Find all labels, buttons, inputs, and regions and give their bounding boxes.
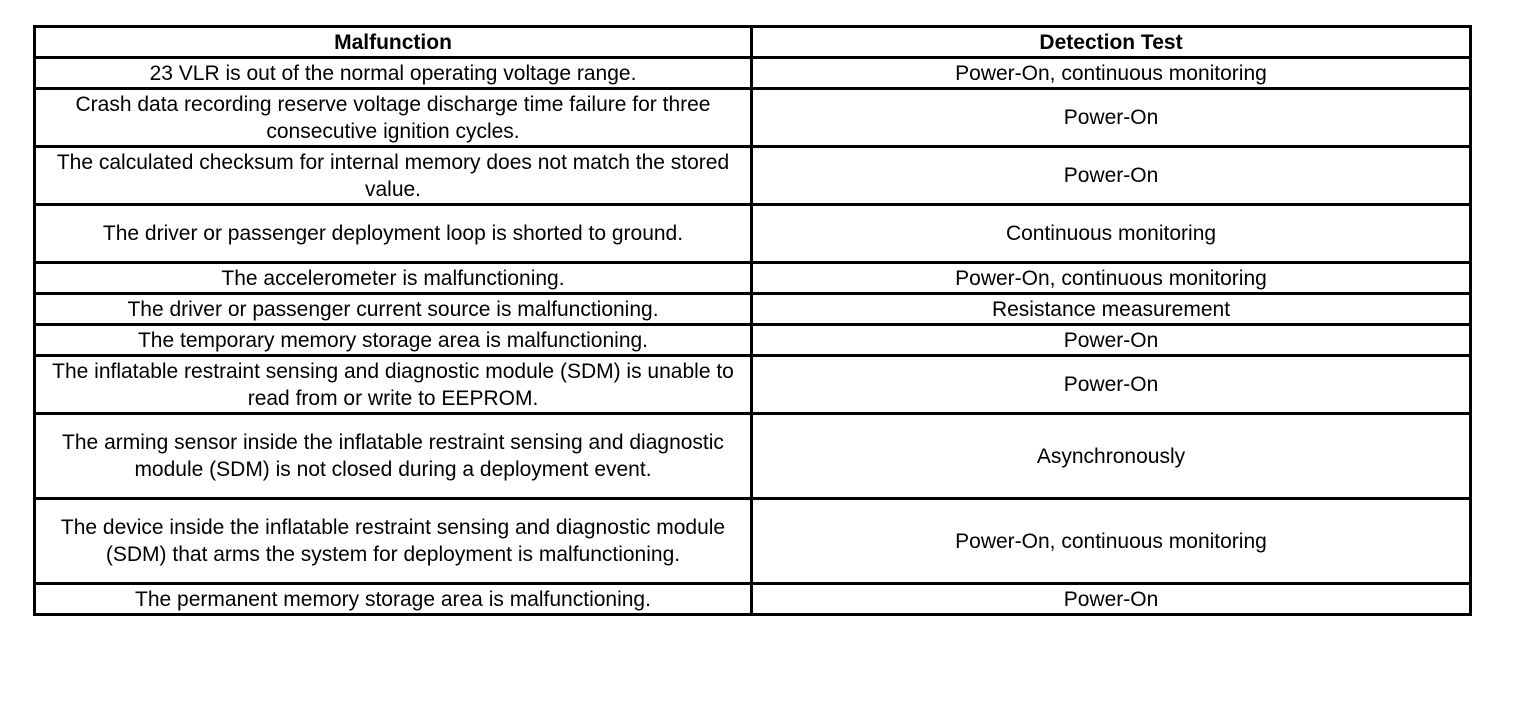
- table-row: [35, 147, 1471, 205]
- malfunction-cell: The driver or passenger deployment loop is shorted to ground.: [35, 205, 752, 263]
- malfunction-cell: The temporary memory storage area is malfunctioning.: [35, 325, 752, 356]
- table-row: [35, 89, 1471, 147]
- malfunction-cell: The inflatable restraint sensing and diagnostic module (SDM) is unable to read from or write to EEPROM.: [35, 356, 752, 414]
- table-row: [35, 205, 1471, 263]
- detection-test-cell: Power-On: [752, 584, 1471, 615]
- table-row: [35, 499, 1471, 584]
- malfunction-detection-table: [33, 25, 1472, 616]
- table-row: [35, 325, 1471, 356]
- malfunction-cell: The device inside the inflatable restraint sensing and diagnostic module (SDM) that arms the system for deployment is malfunctioning.: [35, 499, 752, 584]
- table-row: [35, 263, 1471, 294]
- detection-test-cell: Power-On: [752, 147, 1471, 205]
- detection-test-cell: Resistance measurement: [752, 294, 1471, 325]
- detection-test-cell: Power-On, continuous monitoring: [752, 58, 1471, 89]
- malfunction-cell: 23 VLR is out of the normal operating voltage range.: [35, 58, 752, 89]
- table-body: [35, 58, 1471, 615]
- table-row: [35, 356, 1471, 414]
- detection-test-cell: Power-On: [752, 89, 1471, 147]
- table-row: [35, 294, 1471, 325]
- malfunction-cell: Crash data recording reserve voltage discharge time failure for three consecutive ignition cycles.: [35, 89, 752, 147]
- header-detection-test: Detection Test: [752, 27, 1471, 58]
- table-header: [35, 27, 1471, 58]
- table-row: [35, 414, 1471, 499]
- detection-test-cell: Power-On: [752, 325, 1471, 356]
- detection-test-cell: Continuous monitoring: [752, 205, 1471, 263]
- header-row: [35, 27, 1471, 58]
- malfunction-cell: The driver or passenger current source is malfunctioning.: [35, 294, 752, 325]
- malfunction-cell: The arming sensor inside the inflatable restraint sensing and diagnostic module (SDM) is not closed during a deployment event.: [35, 414, 752, 499]
- detection-test-cell: Power-On, continuous monitoring: [752, 499, 1471, 584]
- detection-test-cell: Power-On, continuous monitoring: [752, 263, 1471, 294]
- malfunction-cell: The calculated checksum for internal memory does not match the stored value.: [35, 147, 752, 205]
- table-row: [35, 58, 1471, 89]
- malfunction-cell: The accelerometer is malfunctioning.: [35, 263, 752, 294]
- header-malfunction: Malfunction: [35, 27, 752, 58]
- detection-test-cell: Asynchronously: [752, 414, 1471, 499]
- malfunction-cell: The permanent memory storage area is malfunctioning.: [35, 584, 752, 615]
- table-row: [35, 584, 1471, 615]
- detection-test-cell: Power-On: [752, 356, 1471, 414]
